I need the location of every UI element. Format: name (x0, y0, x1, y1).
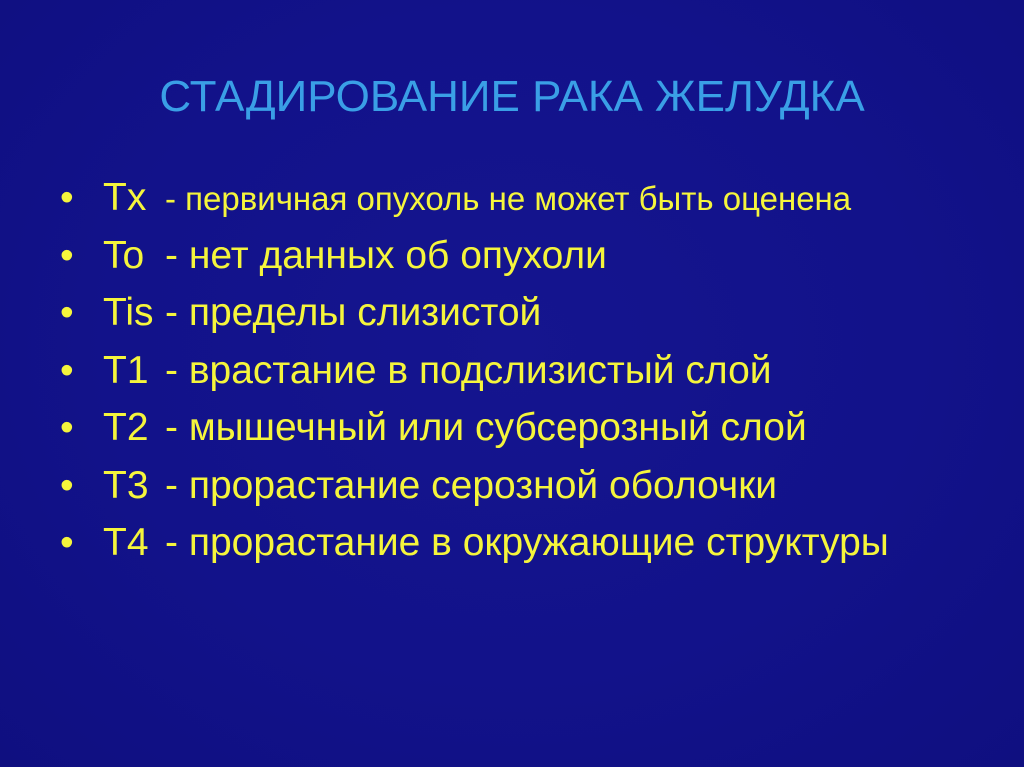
list-item-t3 (0, 457, 1024, 515)
list-item-t4 (0, 514, 1024, 572)
staging-list (0, 169, 1024, 572)
bullet-icon: • (60, 406, 74, 449)
stage-code: To (103, 233, 145, 277)
stage-description: - мышечный или субсерозный слой (165, 406, 807, 449)
stage-description: - врастание в подслизистый слой (165, 348, 772, 392)
stage-description: - прорастание серозной оболочки (165, 463, 778, 507)
stage-code: Tx (103, 176, 147, 219)
bullet-icon: • (60, 521, 74, 564)
stage-code: T1 (103, 348, 149, 392)
bullet-icon: • (60, 348, 74, 392)
list-item-tx (0, 169, 1024, 227)
stage-code: T4 (103, 521, 149, 564)
stage-code: T3 (103, 463, 149, 507)
list-item-t1 (0, 342, 1024, 400)
list-item-t2 (0, 399, 1024, 457)
stage-description: - первичная опухоль не может быть оценена (165, 180, 852, 217)
slide-title: СТАДИРОВАНИЕ РАКА ЖЕЛУДКА (159, 72, 865, 121)
stage-code: T2 (103, 406, 149, 449)
bullet-icon: • (60, 291, 74, 334)
list-item-to (0, 227, 1024, 285)
stage-description: - пределы слизистой (165, 291, 542, 334)
bullet-icon: • (60, 463, 74, 507)
bullet-icon: • (60, 233, 74, 277)
list-item-tis (0, 284, 1024, 342)
bullet-icon: • (60, 176, 74, 219)
stage-description: - прорастание в окружающие структуры (165, 521, 889, 564)
stage-description: - нет данных об опухоли (165, 233, 607, 277)
stage-code: Tis (103, 291, 154, 334)
